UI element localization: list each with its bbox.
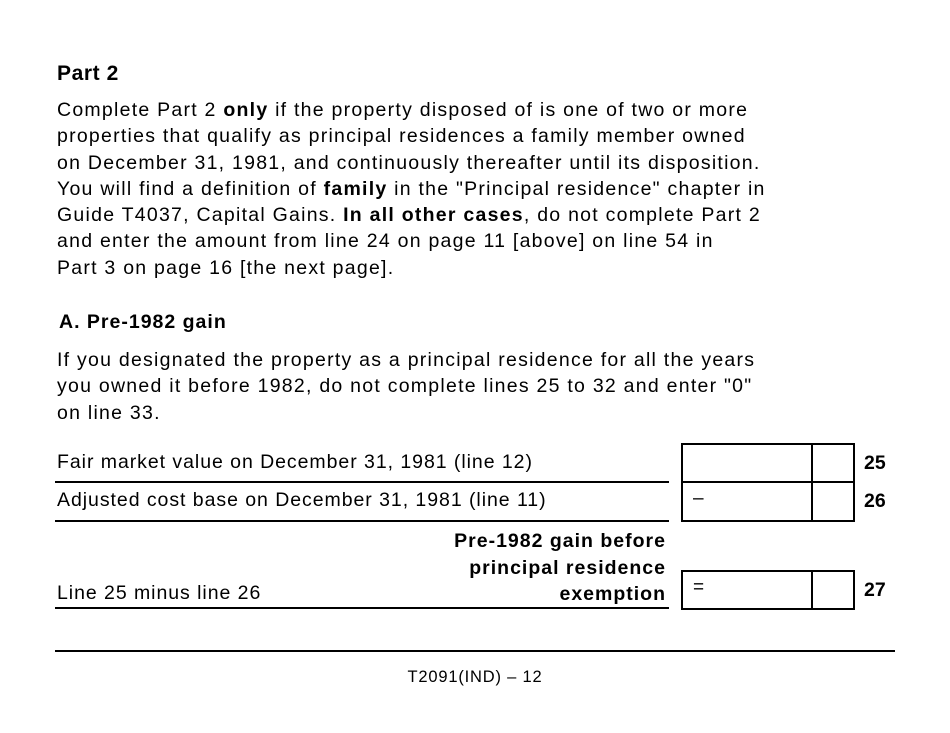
section-a-line: If you designated the property as a principal residence for all the years: [57, 349, 756, 371]
intro-text-run: Guide T4037, Capital Gains.: [57, 204, 344, 227]
acb-amount-field[interactable]: [681, 481, 855, 522]
section-a-title: A. Pre-1982 gain: [59, 311, 227, 333]
fmv-underline: [55, 481, 669, 483]
equals-sign: =: [693, 577, 705, 598]
intro-line: [57, 202, 766, 228]
intro-text-run: You will find a definition of: [57, 177, 324, 200]
part-title: Part 2: [57, 62, 119, 85]
intro-text-run: and enter the amount from line 24 on page 11 [above] on line 54 in: [57, 230, 714, 253]
pre-1982-gain-label: [454, 528, 666, 608]
section-a-line: you owned it before 1982, do not complete lines 25 to 32 and enter "0": [57, 375, 753, 398]
result-label-line: principal residence: [469, 556, 666, 579]
gain-underline: [55, 607, 669, 609]
section-a-paragraph: [57, 347, 755, 426]
intro-text-run: if the property disposed of is one of two or more: [268, 99, 749, 121]
acb-label: Adjusted cost base on December 31, 1981 (line 11): [57, 489, 547, 511]
fmv-label: Fair market value on December 31, 1981 (line 12): [57, 451, 533, 473]
line-number-26: 26: [864, 490, 886, 512]
intro-line: [57, 150, 766, 176]
page-footer: T2091(IND) – 12: [407, 668, 543, 686]
intro-line: [57, 97, 766, 123]
result-label-line: exemption: [559, 583, 666, 605]
intro-text-run: in the "Principal residence" chapter in: [387, 177, 766, 200]
result-label-line: Pre-1982 gain before: [454, 530, 666, 552]
footer-rule: [55, 650, 895, 652]
intro-emphasis: family: [323, 177, 388, 200]
cents-divider: [811, 445, 813, 481]
intro-text-run: properties that qualify as principal residences a family member owned: [57, 125, 746, 148]
intro-line: [57, 123, 766, 149]
line-number-25: 25: [864, 452, 886, 474]
acb-underline: [55, 520, 669, 522]
intro-text-run: , do not complete Part 2: [523, 204, 761, 227]
intro-text-run: on December 31, 1981, and continuously thereafter until its disposition.: [57, 151, 761, 174]
gain-amount-field[interactable]: [681, 570, 855, 610]
gain-formula-label: Line 25 minus line 26: [57, 582, 262, 604]
intro-text-run: Part 3 on page 16 [the next page].: [57, 256, 395, 279]
cents-divider: [811, 483, 813, 520]
intro-line: [57, 228, 766, 254]
intro-line: [57, 255, 766, 281]
intro-emphasis: only: [223, 99, 269, 121]
intro-paragraph: [57, 97, 766, 281]
line-number-27: 27: [864, 579, 886, 601]
minus-sign: –: [693, 488, 704, 509]
cents-divider: [811, 572, 813, 608]
intro-line: [57, 176, 766, 202]
fmv-amount-field[interactable]: [681, 443, 855, 483]
intro-emphasis: In all other cases: [343, 204, 524, 227]
intro-text-run: Complete Part 2: [57, 99, 224, 121]
section-a-line: on line 33.: [57, 401, 161, 424]
